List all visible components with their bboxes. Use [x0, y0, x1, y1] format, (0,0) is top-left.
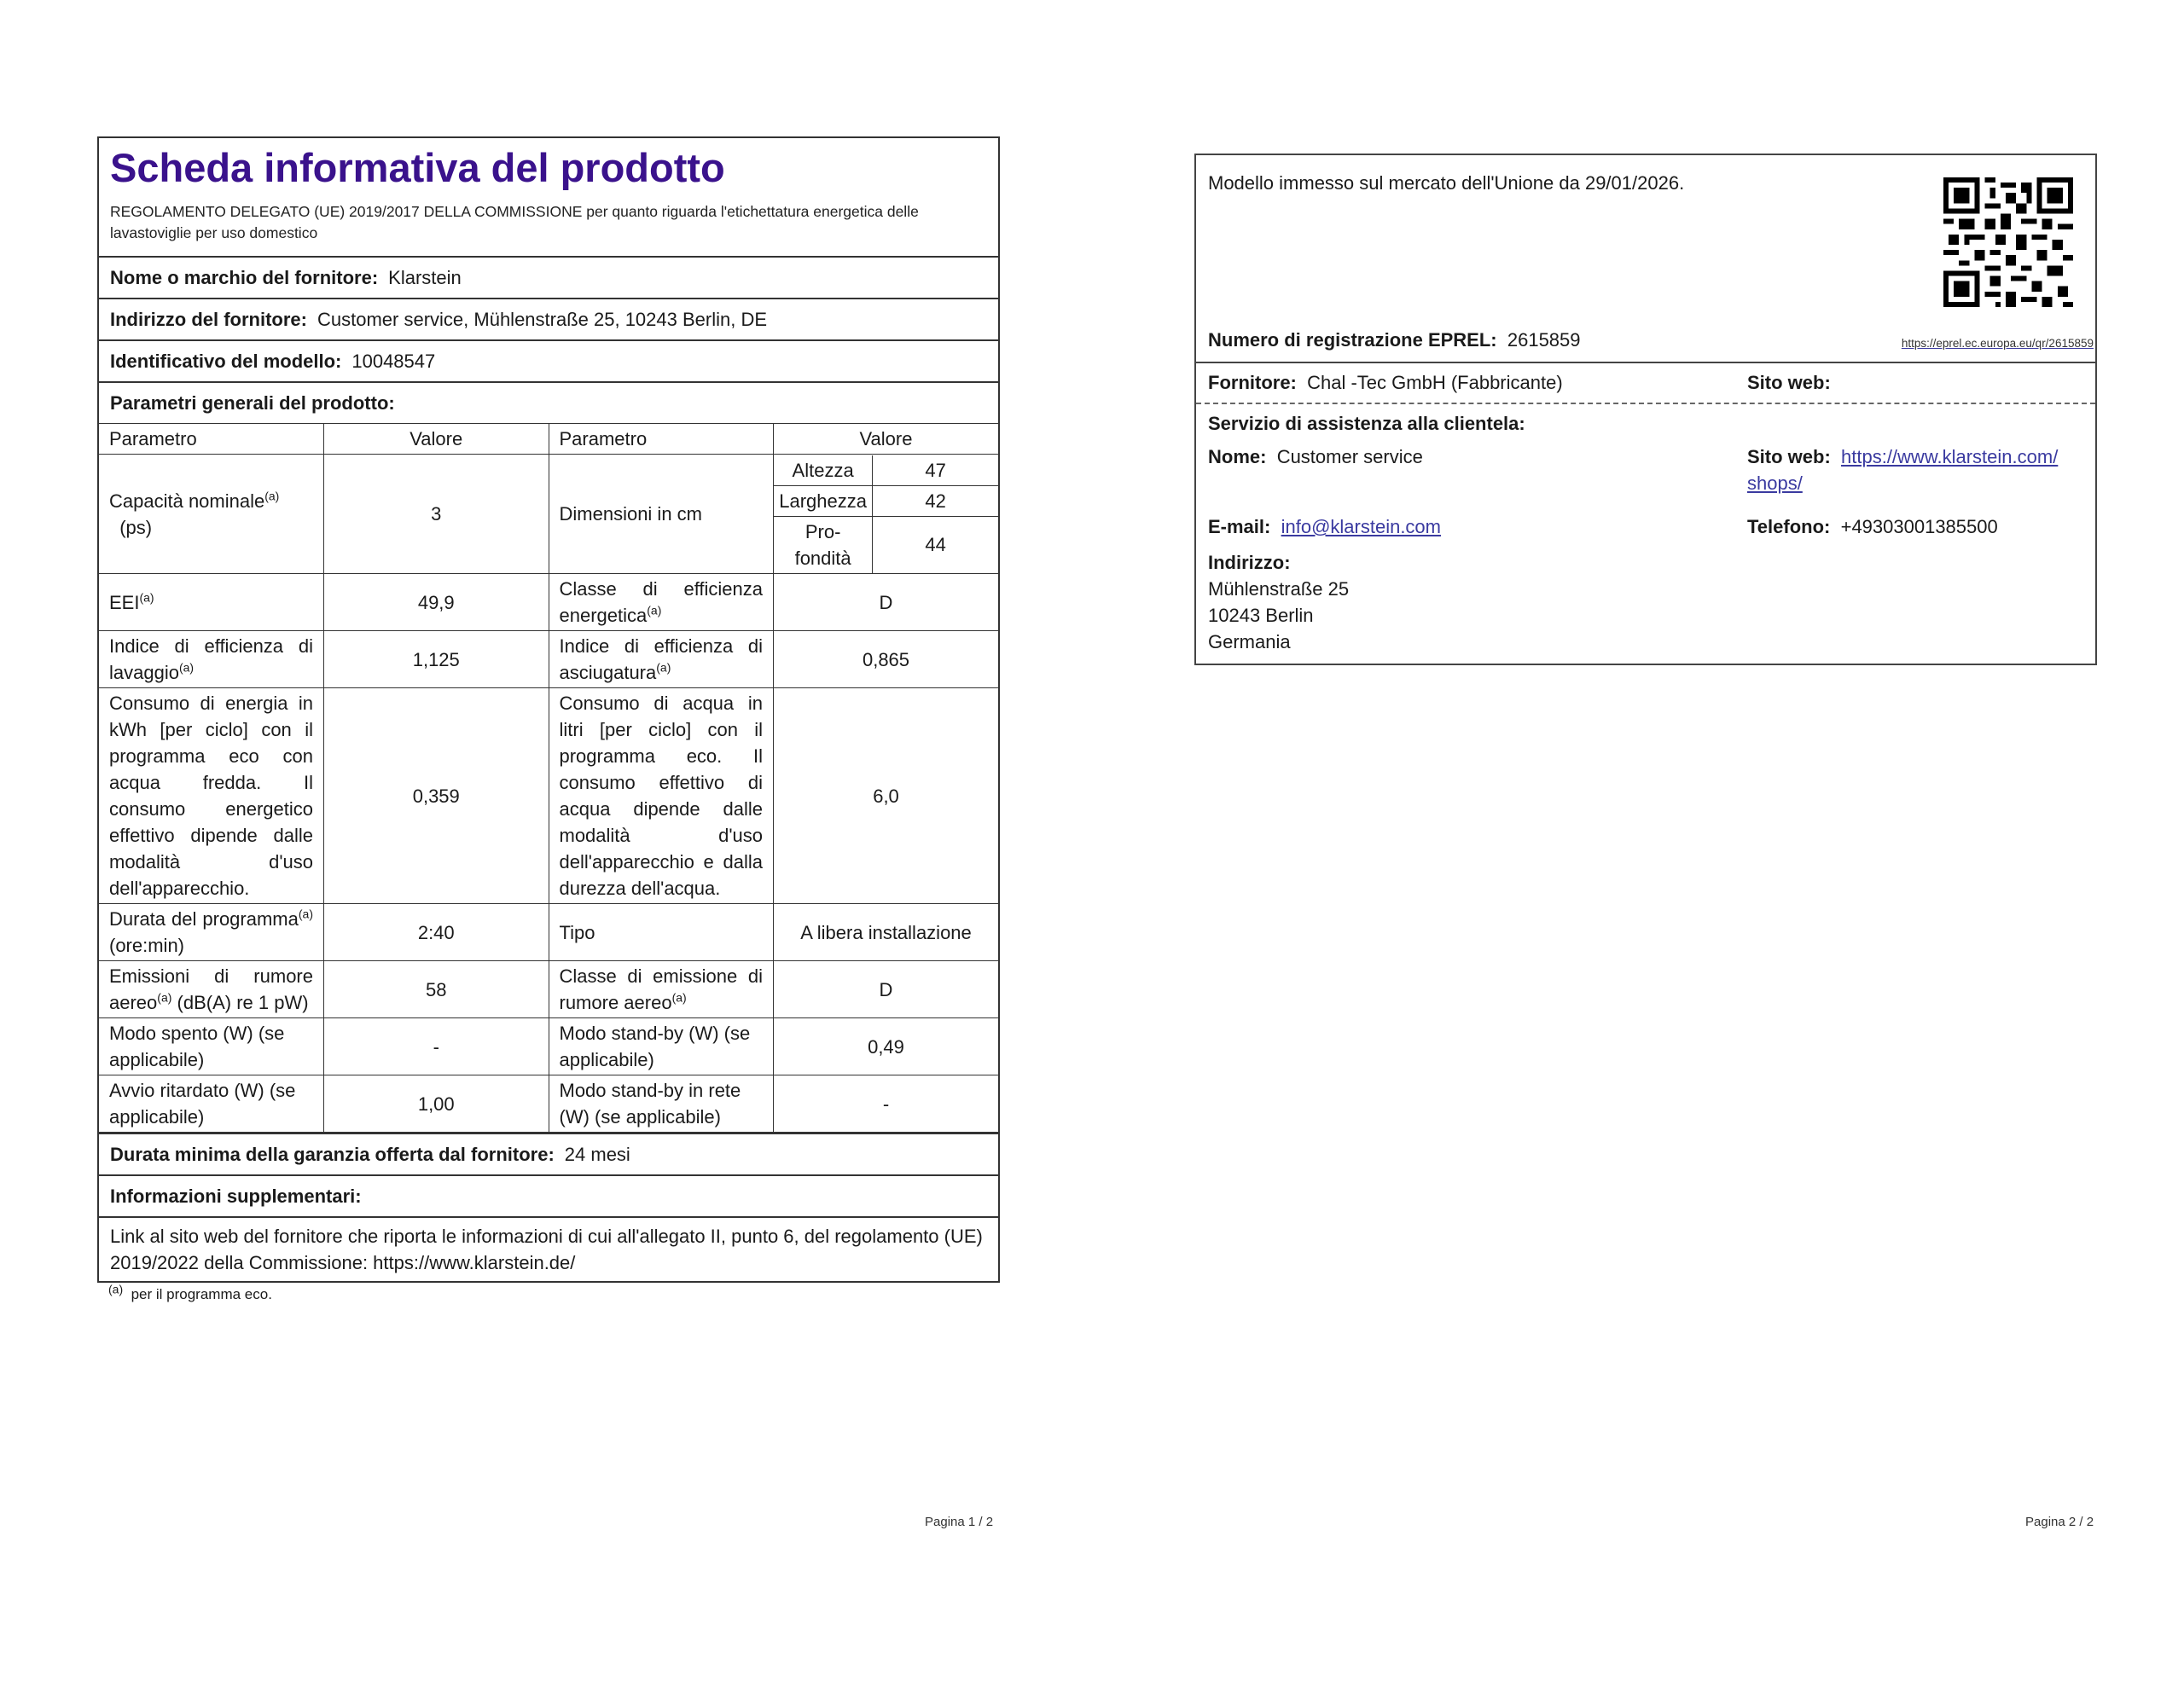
footnote-marker: (a): [108, 1282, 124, 1296]
footnote-marker: (a): [671, 990, 687, 1005]
dim-label: Pro-fondità: [774, 516, 873, 573]
off-mode-value: -: [324, 1018, 549, 1075]
noise-class-value: D: [774, 961, 999, 1018]
table-row: [99, 1075, 998, 1133]
product-info-sheet: [97, 136, 1000, 1303]
energy-consumption-label: Consumo di energia in kWh [per ciclo] con il programma eco con acqua fredda. Il consumo energetico effettivo dipende dalle modalità d'uso dell'apparecchio.: [99, 688, 324, 904]
phone-cell: [1747, 516, 1998, 538]
off-mode-label: Modo spento (W) (se applicabile): [99, 1018, 324, 1075]
table-row: [99, 631, 998, 688]
supplier-row: [1196, 363, 2095, 404]
dim-row: [774, 455, 998, 486]
duration-value: 2:40: [324, 904, 549, 961]
qr-code-icon[interactable]: [1943, 177, 2073, 307]
energy-class-label-text: Classe di efficienza energetica: [559, 578, 763, 627]
footnote-marker: (a): [264, 489, 280, 503]
address-label: Indirizzo:: [1208, 552, 1291, 573]
supplier-label: Nome o marchio del fornitore:: [110, 266, 379, 288]
address-line: Mühlenstraße 25: [1208, 578, 1350, 600]
noise-class-label-text: Classe di emissione di rumore aereo: [559, 965, 763, 1014]
footnote-marker: (a): [157, 990, 172, 1005]
eprel-label: Numero di registrazione EPREL:: [1208, 329, 1497, 351]
email-row: [1196, 508, 2095, 546]
title-cell: [99, 138, 998, 258]
supplier-link-row: [99, 1218, 998, 1283]
eei-value: 49,9: [324, 574, 549, 631]
address-row: [99, 299, 998, 341]
model-row: [99, 341, 998, 383]
energy-consumption-value: 0,359: [324, 688, 549, 904]
energy-class-label: [549, 574, 774, 631]
noise-value: 58: [324, 961, 549, 1018]
supplementary-label: Informazioni supplementari:: [110, 1185, 362, 1207]
sheet-box: [97, 136, 1000, 1283]
eprel-info-box: [1194, 154, 2097, 665]
dim-label: Larghezza: [774, 485, 873, 516]
footnote-marker: (a): [298, 907, 313, 921]
page-number-2: Pagina 2 / 2: [2025, 1515, 2094, 1529]
dim-label: Altezza: [774, 455, 873, 486]
dim-row: [774, 485, 998, 516]
page-number-1: Pagina 1 / 2: [925, 1515, 994, 1529]
capacity-label-text: Capacità nominale: [109, 490, 265, 512]
delay-start-label: Avvio ritardato (W) (se applicabile): [99, 1075, 324, 1133]
capacity-label: [99, 455, 324, 574]
model-value: 10048547: [351, 350, 436, 372]
table-row: [99, 688, 998, 904]
noise-unit: (dB(A) re 1 pW): [177, 992, 309, 1014]
model-label: Identificativo del modello:: [110, 350, 342, 372]
email-label: E-mail:: [1208, 516, 1271, 537]
footnote-text: per il programma eco.: [131, 1286, 272, 1303]
table-row: [99, 904, 998, 961]
header-param-2: Parametro: [549, 424, 774, 455]
address-value: Customer service, Mühlenstraße 25, 10243 Berlin, DE: [317, 308, 768, 330]
dim-value: 47: [873, 455, 998, 486]
name-cell: [1208, 443, 1747, 470]
address-line: 10243 Berlin: [1208, 605, 1314, 626]
page-title: Scheda informativa del prodotto: [110, 145, 725, 190]
duration-label-text: Durata del programma: [109, 908, 299, 930]
header-value: Valore: [324, 424, 549, 455]
phone-value: +49303001385500: [1840, 516, 1998, 537]
service-label: Servizio di assistenza alla clientela:: [1208, 413, 1525, 434]
header-value-2: Valore: [774, 424, 999, 455]
standby-value: 0,49: [774, 1018, 999, 1075]
warranty-row: [99, 1133, 998, 1176]
type-value: A libera installazione: [774, 904, 999, 961]
duration-unit: (ore:min): [109, 935, 185, 957]
contact-name-row: [1196, 443, 2095, 508]
table-row: [99, 1018, 998, 1075]
footnote: [97, 1282, 1000, 1303]
capacity-unit: (ps): [119, 516, 153, 538]
supplier-value: Chal -Tec GmbH (Fabbricante): [1307, 372, 1563, 393]
duration-label: [99, 904, 324, 961]
dry-index-value: 0,865: [774, 631, 999, 688]
noise-class-label: [549, 961, 774, 1018]
table-header-row: [99, 424, 998, 455]
footnote-marker: (a): [656, 660, 671, 675]
wash-index-label: [99, 631, 324, 688]
supplier-label: Fornitore:: [1208, 372, 1297, 393]
eprel-link[interactable]: https://eprel.ec.europa.eu/qr/2615859: [1901, 337, 2094, 350]
general-params-row: [99, 383, 998, 423]
general-params-label: Parametri generali del prodotto:: [110, 391, 395, 414]
water-consumption-value: 6,0: [774, 688, 999, 904]
email-cell: [1208, 516, 1747, 538]
website-label: Sito web:: [1747, 372, 1831, 393]
table-row: [99, 455, 998, 574]
header-param: Parametro: [99, 424, 324, 455]
noise-label-text: Emissioni di rumore aereo: [109, 965, 313, 1014]
market-date-text: Modello immesso sul mercato dell'Unione da 29/01/2026.: [1208, 172, 1685, 194]
dimensions-cell: [774, 455, 999, 574]
dry-index-label: [549, 631, 774, 688]
supplier-link-text: Link al sito web del fornitore che riporta le informazioni di cui all'allegato II, punto 6, del regolamento (UE) 2019/2022 della Commissione: https://www.klarstein.de/: [110, 1226, 983, 1274]
site-cell: [1747, 443, 2058, 496]
service-row: [1196, 404, 2095, 443]
supplier-row: [99, 258, 998, 299]
dim-row: [774, 516, 998, 573]
supplementary-row: [99, 1176, 998, 1218]
warranty-value: 24 mesi: [564, 1143, 630, 1165]
network-standby-label: Modo stand-by in rete (W) (se applicabile): [549, 1075, 774, 1133]
dim-value: 44: [925, 534, 946, 556]
phone-label: Telefono:: [1747, 516, 1831, 537]
email-link[interactable]: info@klarstein.com: [1281, 516, 1441, 537]
eei-label-text: EEI: [109, 591, 140, 613]
type-label: Tipo: [549, 904, 774, 961]
supplier-value: Klarstein: [388, 266, 462, 288]
address-label: Indirizzo del fornitore:: [110, 308, 307, 330]
regulation-subtitle: REGOLAMENTO DELEGATO (UE) 2019/2017 DELLA COMMISSIONE per quanto riguarda l'etichettatura energetica delle lavastoviglie per uso domestico: [110, 203, 919, 242]
table-row: [99, 961, 998, 1018]
address-line: Germania: [1208, 631, 1291, 652]
water-consumption-label: Consumo di acqua in litri [per ciclo] con il programma eco. Il consumo effettivo di acqua dipende dalle modalità d'uso dell'apparecchio e dalla durezza dell'acqua.: [549, 688, 774, 904]
network-standby-value: -: [774, 1075, 999, 1133]
energy-class-value: D: [774, 574, 999, 631]
footnote-marker: (a): [139, 590, 154, 605]
eei-label: [99, 574, 324, 631]
delay-start-value: 1,00: [324, 1075, 549, 1133]
site-link[interactable]: https://www.klarstein.com/: [1841, 446, 2059, 467]
footnote-marker: (a): [178, 660, 195, 675]
standby-label: Modo stand-by (W) (se applicabile): [549, 1018, 774, 1075]
address-block: [1196, 546, 2095, 664]
dry-index-label-text: Indice di efficienza di asciugatura: [559, 635, 763, 684]
eprel-header: [1196, 155, 2095, 363]
table-row: [99, 574, 998, 631]
footnote-marker: (a): [647, 603, 662, 617]
eprel-number: 2615859: [1507, 329, 1581, 351]
noise-label: [99, 961, 324, 1018]
dimensions-table: [774, 455, 998, 573]
dim-value: 42: [873, 485, 998, 516]
site-link-continuation[interactable]: shops/: [1747, 472, 1803, 494]
website-cell: [1747, 372, 1831, 394]
wash-index-label-text: Indice di efficienza di lavaggio: [109, 635, 313, 684]
wash-index-value: 1,125: [324, 631, 549, 688]
warranty-label: Durata minima della garanzia offerta dal fornitore:: [110, 1143, 555, 1165]
eprel-registration: [1208, 329, 1581, 351]
parameters-table: [99, 423, 998, 1133]
name-value: Customer service: [1276, 446, 1423, 467]
name-label: Nome:: [1208, 446, 1267, 467]
capacity-value: 3: [324, 455, 549, 574]
site-label: Sito web:: [1747, 446, 1831, 467]
dimensions-label: Dimensioni in cm: [549, 455, 774, 574]
supplier-cell: [1208, 372, 1747, 394]
